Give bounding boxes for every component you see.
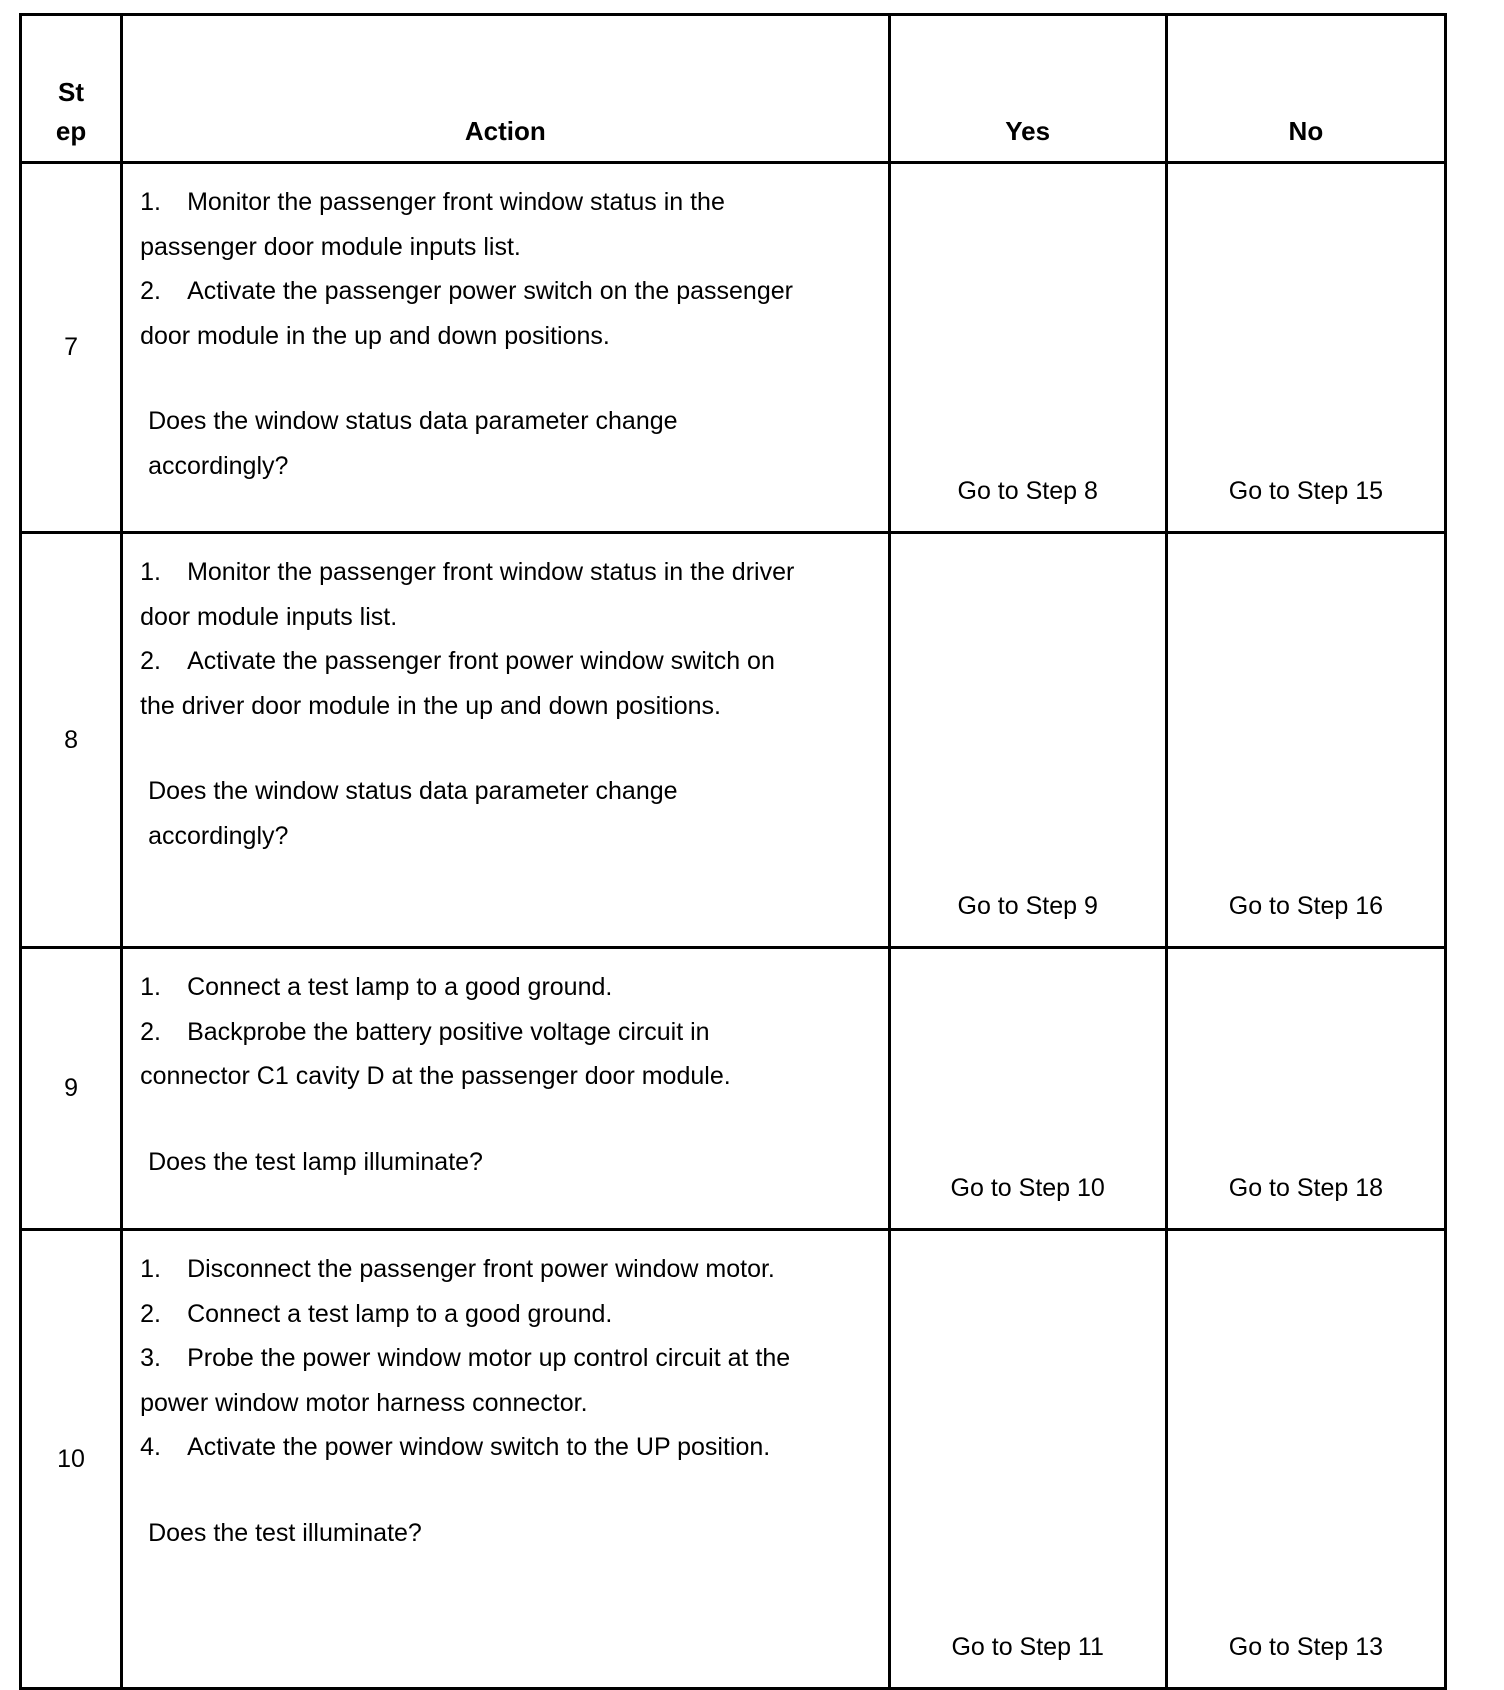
action-text: Activate the passenger power switch on the passenger door module in the up and down positions. [140, 277, 793, 350]
question-text: Does the test illuminate? [148, 1518, 422, 1547]
action-number: 2. [140, 1299, 161, 1328]
table-row [21, 1230, 1446, 1689]
action-text: Activate the power window switch to the UP position. [187, 1433, 771, 1461]
action-cell [122, 533, 890, 948]
action-list [140, 1247, 800, 1470]
action-text: Disconnect the passenger front power window motor. [187, 1255, 775, 1283]
diagnostic-table [19, 13, 1447, 1690]
yes-result: Go to Step 8 [889, 163, 1166, 533]
header-step: Step [21, 15, 122, 163]
action-text: Probe the power window motor up control circuit at the power window motor harness connector. [140, 1344, 791, 1417]
question-text: Does the test lamp illuminate? [148, 1147, 483, 1176]
header-no: No [1166, 15, 1445, 163]
action-text: Backprobe the battery positive voltage circuit in connector C1 cavity D at the passenger door module. [140, 1017, 731, 1090]
action-item [140, 1425, 800, 1470]
action-list [140, 550, 800, 728]
action-item [140, 639, 800, 728]
action-cell [122, 1230, 890, 1689]
action-text: Connect a test lamp to a good ground. [187, 973, 613, 1001]
action-number: 1. [140, 1255, 161, 1283]
header-yes: Yes [889, 15, 1166, 163]
action-number: 3. [140, 1344, 161, 1372]
table-row [21, 948, 1446, 1230]
action-number: 1. [140, 188, 161, 216]
action-cell [122, 163, 890, 533]
action-list [140, 965, 800, 1099]
action-number: 2. [140, 647, 161, 675]
yes-result: Go to Step 10 [889, 948, 1166, 1230]
no-result: Go to Step 18 [1166, 948, 1445, 1230]
no-result: Go to Step 16 [1166, 533, 1445, 948]
no-result: Go to Step 15 [1166, 163, 1445, 533]
step-number: 7 [21, 163, 122, 533]
action-text: Connect a test lamp to a good ground. [187, 1299, 613, 1328]
action-number: 2. [140, 1017, 161, 1046]
question-text: Does the window status data parameter change accordingly? [148, 407, 678, 480]
action-item [140, 180, 800, 269]
question-text: Does the window status data parameter change accordingly? [148, 777, 678, 850]
table-row [21, 163, 1446, 533]
header-action: Action [122, 15, 890, 163]
action-text: Monitor the passenger front window status in the passenger door module inputs list. [140, 188, 725, 261]
action-item [140, 550, 800, 639]
action-item [140, 269, 800, 358]
no-result: Go to Step 13 [1166, 1230, 1445, 1689]
yes-result: Go to Step 9 [889, 533, 1166, 948]
table-header-row [21, 15, 1446, 163]
action-cell [122, 948, 890, 1230]
action-item [140, 1292, 800, 1337]
action-list [140, 180, 800, 358]
step-number: 10 [21, 1230, 122, 1689]
action-item [140, 1336, 800, 1425]
action-number: 1. [140, 973, 161, 1001]
action-item [140, 965, 800, 1010]
action-text: Activate the passenger front power window switch on the driver door module in the up and down positions. [140, 647, 775, 720]
action-text: Monitor the passenger front window status in the driver door module inputs list. [140, 558, 795, 631]
action-number: 2. [140, 277, 161, 305]
action-number: 4. [140, 1433, 161, 1461]
action-item [140, 1247, 800, 1292]
yes-result: Go to Step 11 [889, 1230, 1166, 1689]
action-item [140, 1010, 800, 1099]
action-number: 1. [140, 558, 161, 586]
step-number: 9 [21, 948, 122, 1230]
table-row [21, 533, 1446, 948]
step-number: 8 [21, 533, 122, 948]
